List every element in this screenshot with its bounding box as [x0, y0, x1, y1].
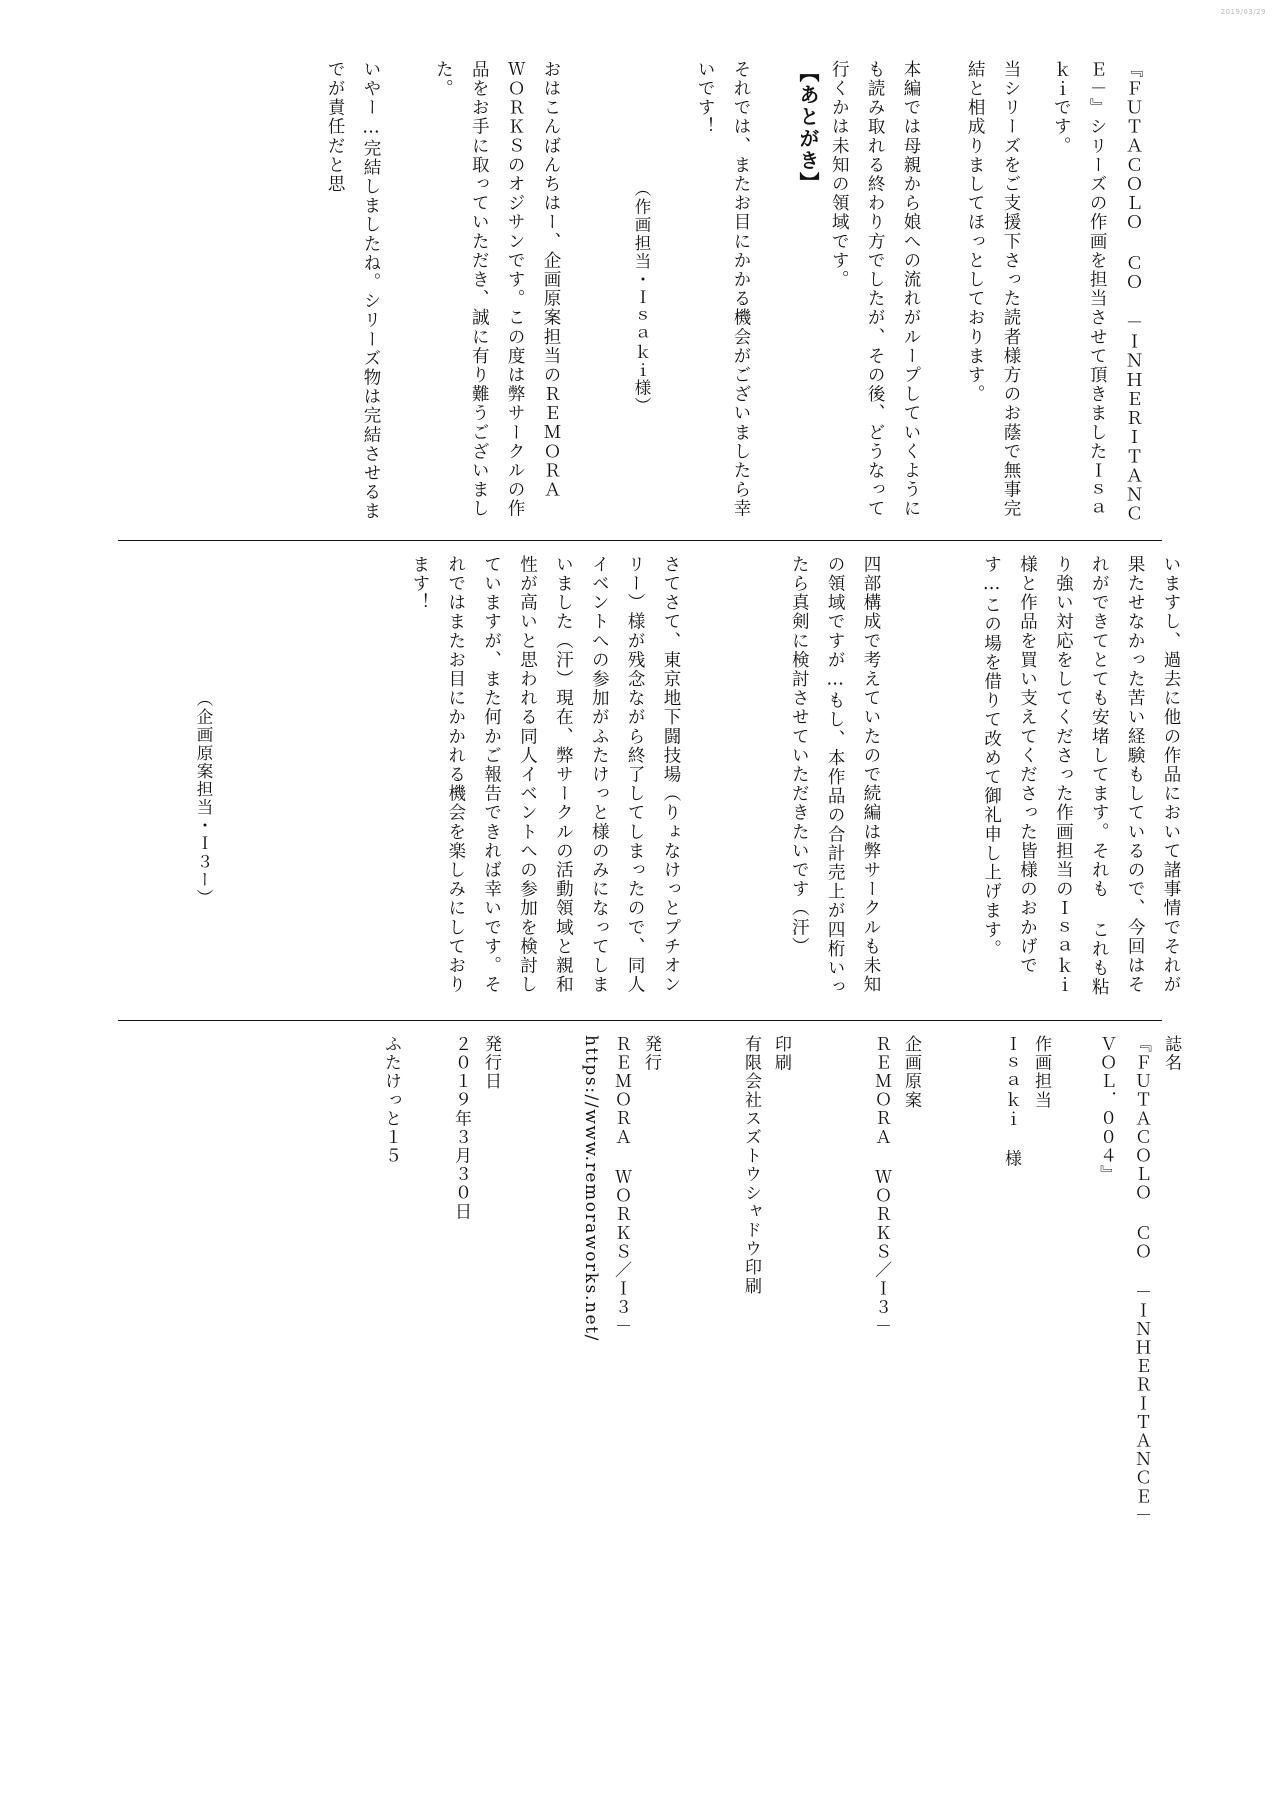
afterword-heading: 【あとがき】 — [796, 62, 820, 194]
colophon-value-url[interactable]: https://www.remoraworks.net/ — [581, 1035, 601, 1342]
colophon-value-artist: Ｉｓａｋｉ 様 — [1001, 1035, 1021, 1169]
afterword-para-1: 『ＦＵＴＡＣＯＬＯ ＣＯ －ＩＮＨＥＲＩＴＡＮＣＥ－』シリーズの作画を担当させて頂きましたＩｓａｋｉです。 — [1051, 60, 1143, 524]
colophon-value-planner: ＲＥＭＯＲＡ ＷＯＲＫＳ／Ｉ３－ — [871, 1035, 891, 1336]
afterword-para-2: 当シリーズをご支援下さった読者様方のお蔭で無事完結と相成りましてほっとしております。 — [965, 60, 1021, 519]
afterword2-para-2: 四部構成で考えていたので続編は弊サークルも未知の領域ですが…もし、本作品の合計売上が四桁いったら真剣に検討させていただきたいです（汗） — [789, 555, 881, 997]
colophon-value-title: 『ＦＵＴＡＣＯＬＯ ＣＯ －ＩＮＨＥＲＩＴＡＮＣＥ－ ＶＯＬ．００４』 — [1096, 1035, 1151, 1547]
colophon-label-date: 発行日 — [481, 1035, 501, 1091]
colophon-value-printing: 有限会社スズトウシャドウ印刷 — [741, 1035, 761, 1296]
afterword-para-4: それでは、またお目にかかる機会がございましたら幸いです！ — [695, 60, 751, 519]
afterword-para-3: 本編では母親から娘への流れがループしていくようにも読み取れる終わり方でしたが、その後、どうなって行くかは未知の領域です。 — [829, 60, 921, 519]
colophon-value-date: ２０１９年３月３０日 — [451, 1035, 471, 1221]
section-divider-1 — [118, 540, 1162, 541]
corner-timestamp: 2019/03/29 — [1220, 8, 1266, 16]
afterword-credit-artist: （作画担当・Ｉｓａｋｉ様） — [632, 180, 651, 416]
colophon-value-event: ふたけっと１５ — [381, 1035, 401, 1166]
colophon-label-artist: 作画担当 — [1031, 1035, 1051, 1110]
colophon-label-planner: 企画原案 — [901, 1035, 921, 1110]
colophon-label-title: 誌名 — [1161, 1035, 1181, 1073]
colophon-label-printing: 印刷 — [771, 1035, 791, 1073]
afterword2-para-1: いますし、過去に他の作品において諸事情でそれが果たせなかった苦い経験もしているので、今回はそれができてとても安堵してます。それも これも粘り強い対応をしてくださった作画担当のＩｓａｋｉ様と作品を買い支えてくださった皆様のおかげです…この場を借りて改めて御礼申し上げます。 — [981, 555, 1181, 997]
colophon-label-publisher: 発行 — [641, 1035, 661, 1073]
afterword-para-5: おはこんばんちはー、企画原案担当のＲＥＭＯＲＡ ＷＯＲＫＳのオジサンです。この度は弊サークルの作品をお手に取っていただき、誠に有り難うございました。 — [433, 60, 561, 521]
afterword-para-6: いやー…完結しましたね。シリーズ物は完結させるまでが責任だと思 — [325, 60, 381, 521]
afterword2-para-3: さてさて、東京地下闘技場（りょなけっとプチオンリー）様が残念ながら終了してしまったので、同人イベントへの参加がふたけっと様のみになってしまいました（汗）現在、弊サークルの活動領域と親和性が高いと思われる同人イベントへの参加を検討していますが、また何かご報告できれば幸いです。それではまたお目にかかれる機会を楽しみにしております！ — [409, 555, 681, 995]
colophon-value-publisher: ＲＥＭＯＲＡ ＷＯＲＫＳ／Ｉ３－ — [611, 1035, 631, 1336]
afterword2-credit-planner: （企画原案担当・Ｉ３ー） — [194, 690, 213, 908]
section-divider-2 — [118, 1020, 1162, 1021]
